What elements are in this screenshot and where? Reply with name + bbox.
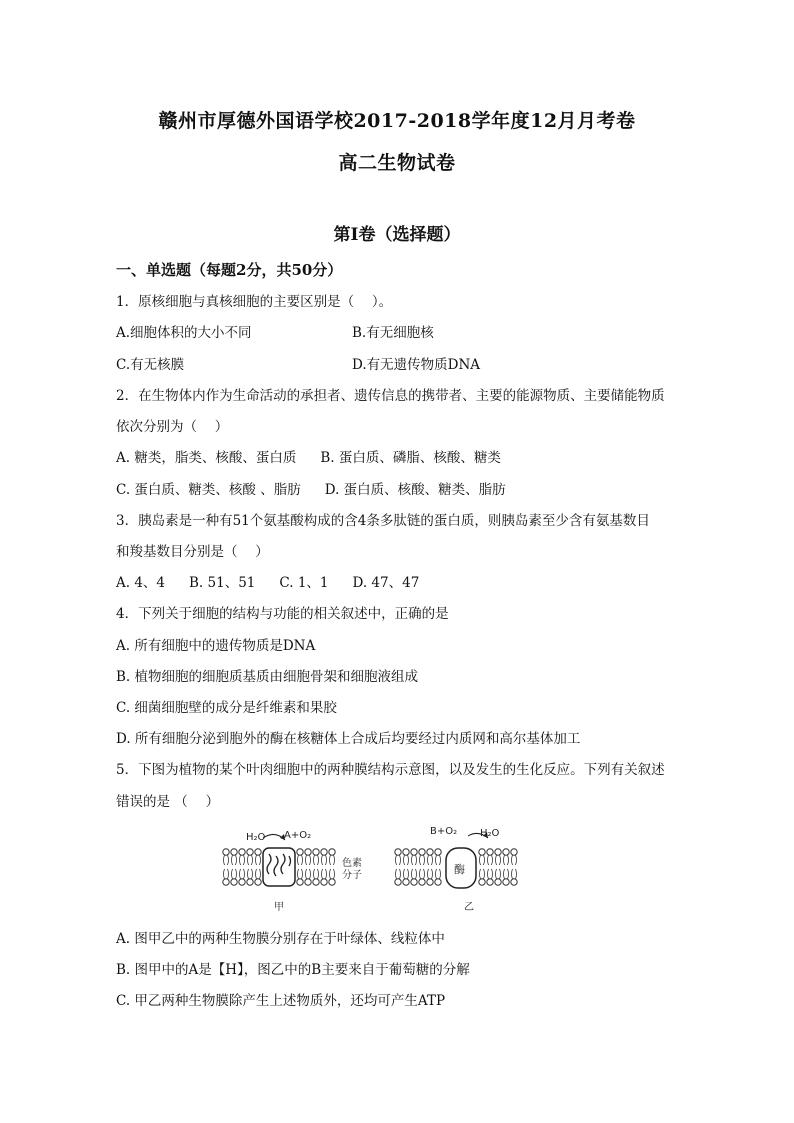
enzyme-label: 酶: [454, 863, 465, 876]
right-water-label: H₂O: [480, 828, 500, 839]
question-1-option-d: D.有无遗传物质DNA: [352, 357, 481, 373]
question-2-options-row2: [116, 478, 506, 498]
question-4-option-b: B. 植物细胞的细胞质基质由细胞骨架和细胞液组成: [116, 669, 419, 685]
exam-title: 赣州市厚德外国语学校2017-2018学年度12月月考卷: [158, 110, 636, 132]
question-2-stem-line2: 依次分别为（ ）: [116, 419, 229, 435]
part-heading: 一、单选题（每题2分，共50分）: [116, 261, 343, 279]
question-4-option-a: A. 所有细胞中的遗传物质是DNA: [116, 638, 316, 654]
right-caption: 乙: [464, 902, 474, 913]
question-4-stem: 4．下列关于细胞的结构与功能的相关叙述中，正确的是: [116, 606, 449, 622]
left-product-label: A+O₂: [284, 830, 312, 841]
pigment-protein-complex: [263, 848, 295, 886]
pigment-label-line2: 分子: [342, 870, 362, 881]
question-2-stem-line1: 2．在生物体内作为生命活动的承担者、遗传信息的携带者、主要的能源物质、主要储能物质: [116, 388, 665, 404]
membrane-diagram: [218, 818, 528, 918]
question-3-option-a: A. 4、4: [116, 575, 166, 591]
question-2-option-b: B. 蛋白质、磷脂、核酸、糖类: [320, 450, 501, 466]
question-1-option-b: B.有无细胞核: [352, 325, 434, 341]
question-2-options-row1: [116, 446, 501, 466]
left-caption: 甲: [274, 902, 284, 913]
question-1-option-c: C.有无核膜: [116, 357, 185, 373]
section-label: 第Ⅰ卷（选择题）: [333, 225, 461, 245]
question-5-stem-line2: 错误的是 （ ）: [116, 794, 220, 810]
question-1-stem: 1．原核细胞与真核细胞的主要区别是（ ）。: [116, 294, 393, 310]
pigment-label-line1: 色素: [342, 858, 362, 869]
membrane-jia: [223, 849, 335, 885]
question-4-option-d: D. 所有细胞分泌到胞外的酶在核糖体上合成后均要经过内质网和高尔基体加工: [116, 731, 581, 747]
question-3-stem-line2: 和羧基数目分别是（ ）: [116, 544, 269, 560]
question-3-stem-line1: 3．胰岛素是一种有51个氨基酸构成的含4条多肽链的蛋白质，则胰岛素至少含有氨基数目: [116, 513, 650, 529]
question-5-option-c: C. 甲乙两种生物膜除产生上述物质外，还均可产生ATP: [116, 993, 446, 1009]
question-3-option-b: B. 51、51: [189, 575, 256, 591]
right-reactant-label: B+O₂: [430, 826, 458, 837]
question-2-option-d: D. 蛋白质、核酸、糖类、脂肪: [324, 482, 506, 498]
question-2-option-c: C. 蛋白质、糖类、核酸 、脂肪: [116, 482, 301, 498]
left-water-label: H₂O: [246, 832, 266, 843]
question-3-option-c: C. 1、1: [279, 575, 329, 591]
question-4-option-c: C. 细菌细胞壁的成分是纤维素和果胶: [116, 700, 337, 716]
exam-subtitle: 高二生物试卷: [338, 152, 456, 174]
question-1-option-a: A.细胞体积的大小不同: [116, 325, 252, 341]
question-5-option-a: A. 图甲乙中的两种生物膜分别存在于叶绿体、线粒体中: [116, 931, 445, 947]
question-5-option-b: B. 图甲中的A是【H】，图乙中的B主要来自于葡萄糖的分解: [116, 962, 470, 978]
question-3-options-row: [116, 571, 419, 591]
question-3-option-d: D. 47、47: [352, 575, 420, 591]
question-2-option-a: A. 糖类，脂类、核酸、蛋白质: [116, 450, 297, 466]
question-5-stem-line1: 5．下图为植物的某个叶肉细胞中的两种膜结构示意图，以及发生的生化反应。下列有关叙述: [116, 762, 665, 778]
